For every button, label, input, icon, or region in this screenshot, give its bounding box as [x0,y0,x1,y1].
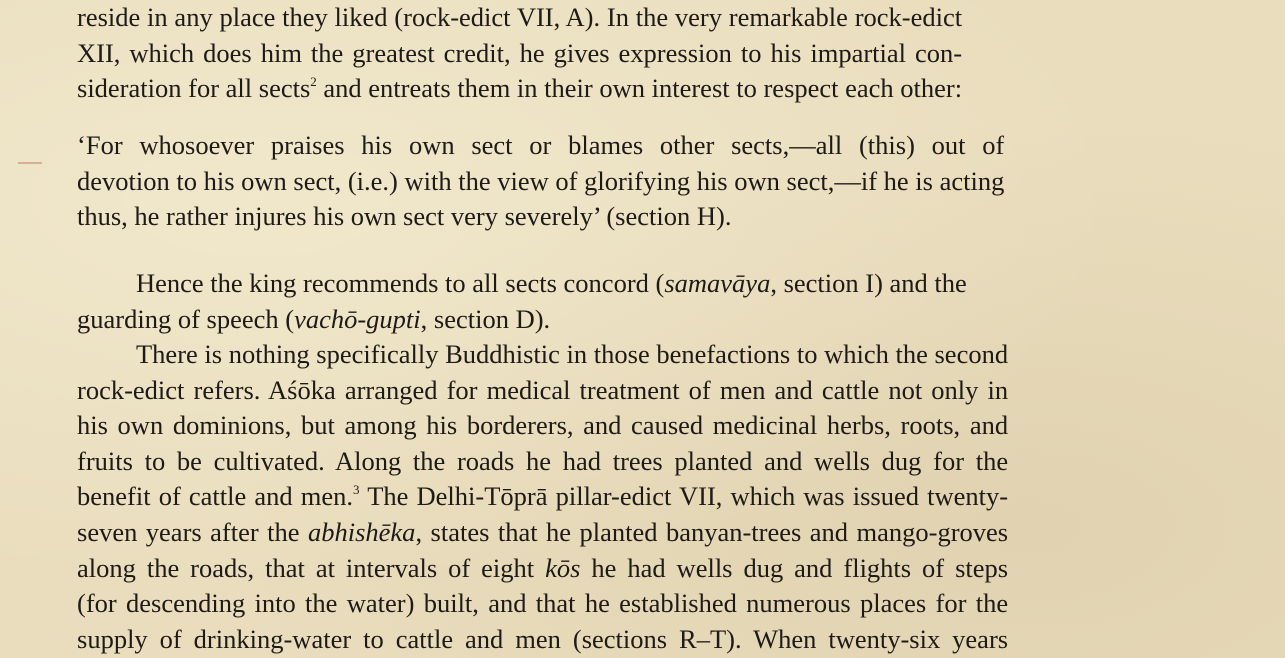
text-run: (for descending into the water) built, and that he established numerous places for the [77,588,1009,619]
text-line [77,479,1008,515]
text-run: reside in any place they liked (rock-edict VII, A). In the very remarkable rock-edict [77,2,963,32]
text-line [77,266,967,302]
text-run: benefit of cattle and men. [77,481,354,512]
text-run: supply of drinking-water to cattle and men (sections R–T). When twenty-six years [77,623,1009,654]
text-run: , states that he planted banyan-trees and mango-groves [415,516,1009,547]
text-run: and entreats them in their own interest to respect each other: [316,73,963,104]
italic-term: vachō-gupti [294,303,421,334]
text-line [77,128,1004,164]
text-run: rock-edict refers. Aśōka arranged for medical treatment of men and cattle not only in [77,374,1009,405]
text-line [77,337,1008,373]
text-run: ‘For whosoever praises his own sect or blames other sects,—all (this) out of [77,130,1005,160]
italic-term: abhishēka [307,516,416,547]
text-run: guarding of speech ( [77,303,295,334]
text-run: along the roads, that at intervals of eight [77,552,546,583]
text-line [77,586,1008,622]
footnote-ref: 2 [310,74,317,90]
italic-term: samavāya [664,268,771,298]
text-run: he had wells dug and flights of steps [580,552,1009,583]
text-run: his own dominions, but among his borderers, and caused medicinal herbs, roots, and [77,410,1009,441]
text-line [77,622,1008,658]
text-run: There is nothing specifically Buddhistic in those benefactions to which the second [136,339,1009,369]
text-run: devotion to his own sect, (i.e.) with the view of glorifying his own sect,—if he is acting [77,165,1005,196]
text-line [77,373,1008,409]
text-run: , section I) and the [770,268,967,298]
text-line [77,164,1004,200]
margin-mark [18,162,42,164]
text-line [77,444,1008,480]
text-run: thus, he rather injures his own sect very severely’ (section H). [77,201,732,232]
text-run: seven years after the [77,516,308,547]
text-line [77,0,962,36]
text-line [77,408,1008,444]
text-line [77,199,1004,235]
text-run: fruits to be cultivated. Along the roads he had trees planted and wells dug for the [77,445,1009,476]
text-line [77,36,962,72]
text-line [77,551,1008,587]
text-run: The Delhi-Tōprā pillar-edict VII, which was issued twenty- [359,481,1009,512]
text-run: Hence the king recommends to all sects concord ( [136,268,665,298]
text-line [77,71,962,107]
text-run: sideration for all sects [77,73,311,104]
paragraph-quotation [77,128,1004,235]
paragraph-rock-edict-xii [77,0,962,107]
italic-term: kōs [545,552,581,583]
paragraph-benefactions [77,337,1008,657]
footnote-ref: 3 [353,482,360,498]
text-line [77,302,967,338]
text-run: , section D). [420,303,551,334]
text-line [77,515,1008,551]
paragraph-concord [77,266,967,337]
text-run: XII, which does him the greatest credit, he gives expression to his impartial con- [77,37,963,68]
